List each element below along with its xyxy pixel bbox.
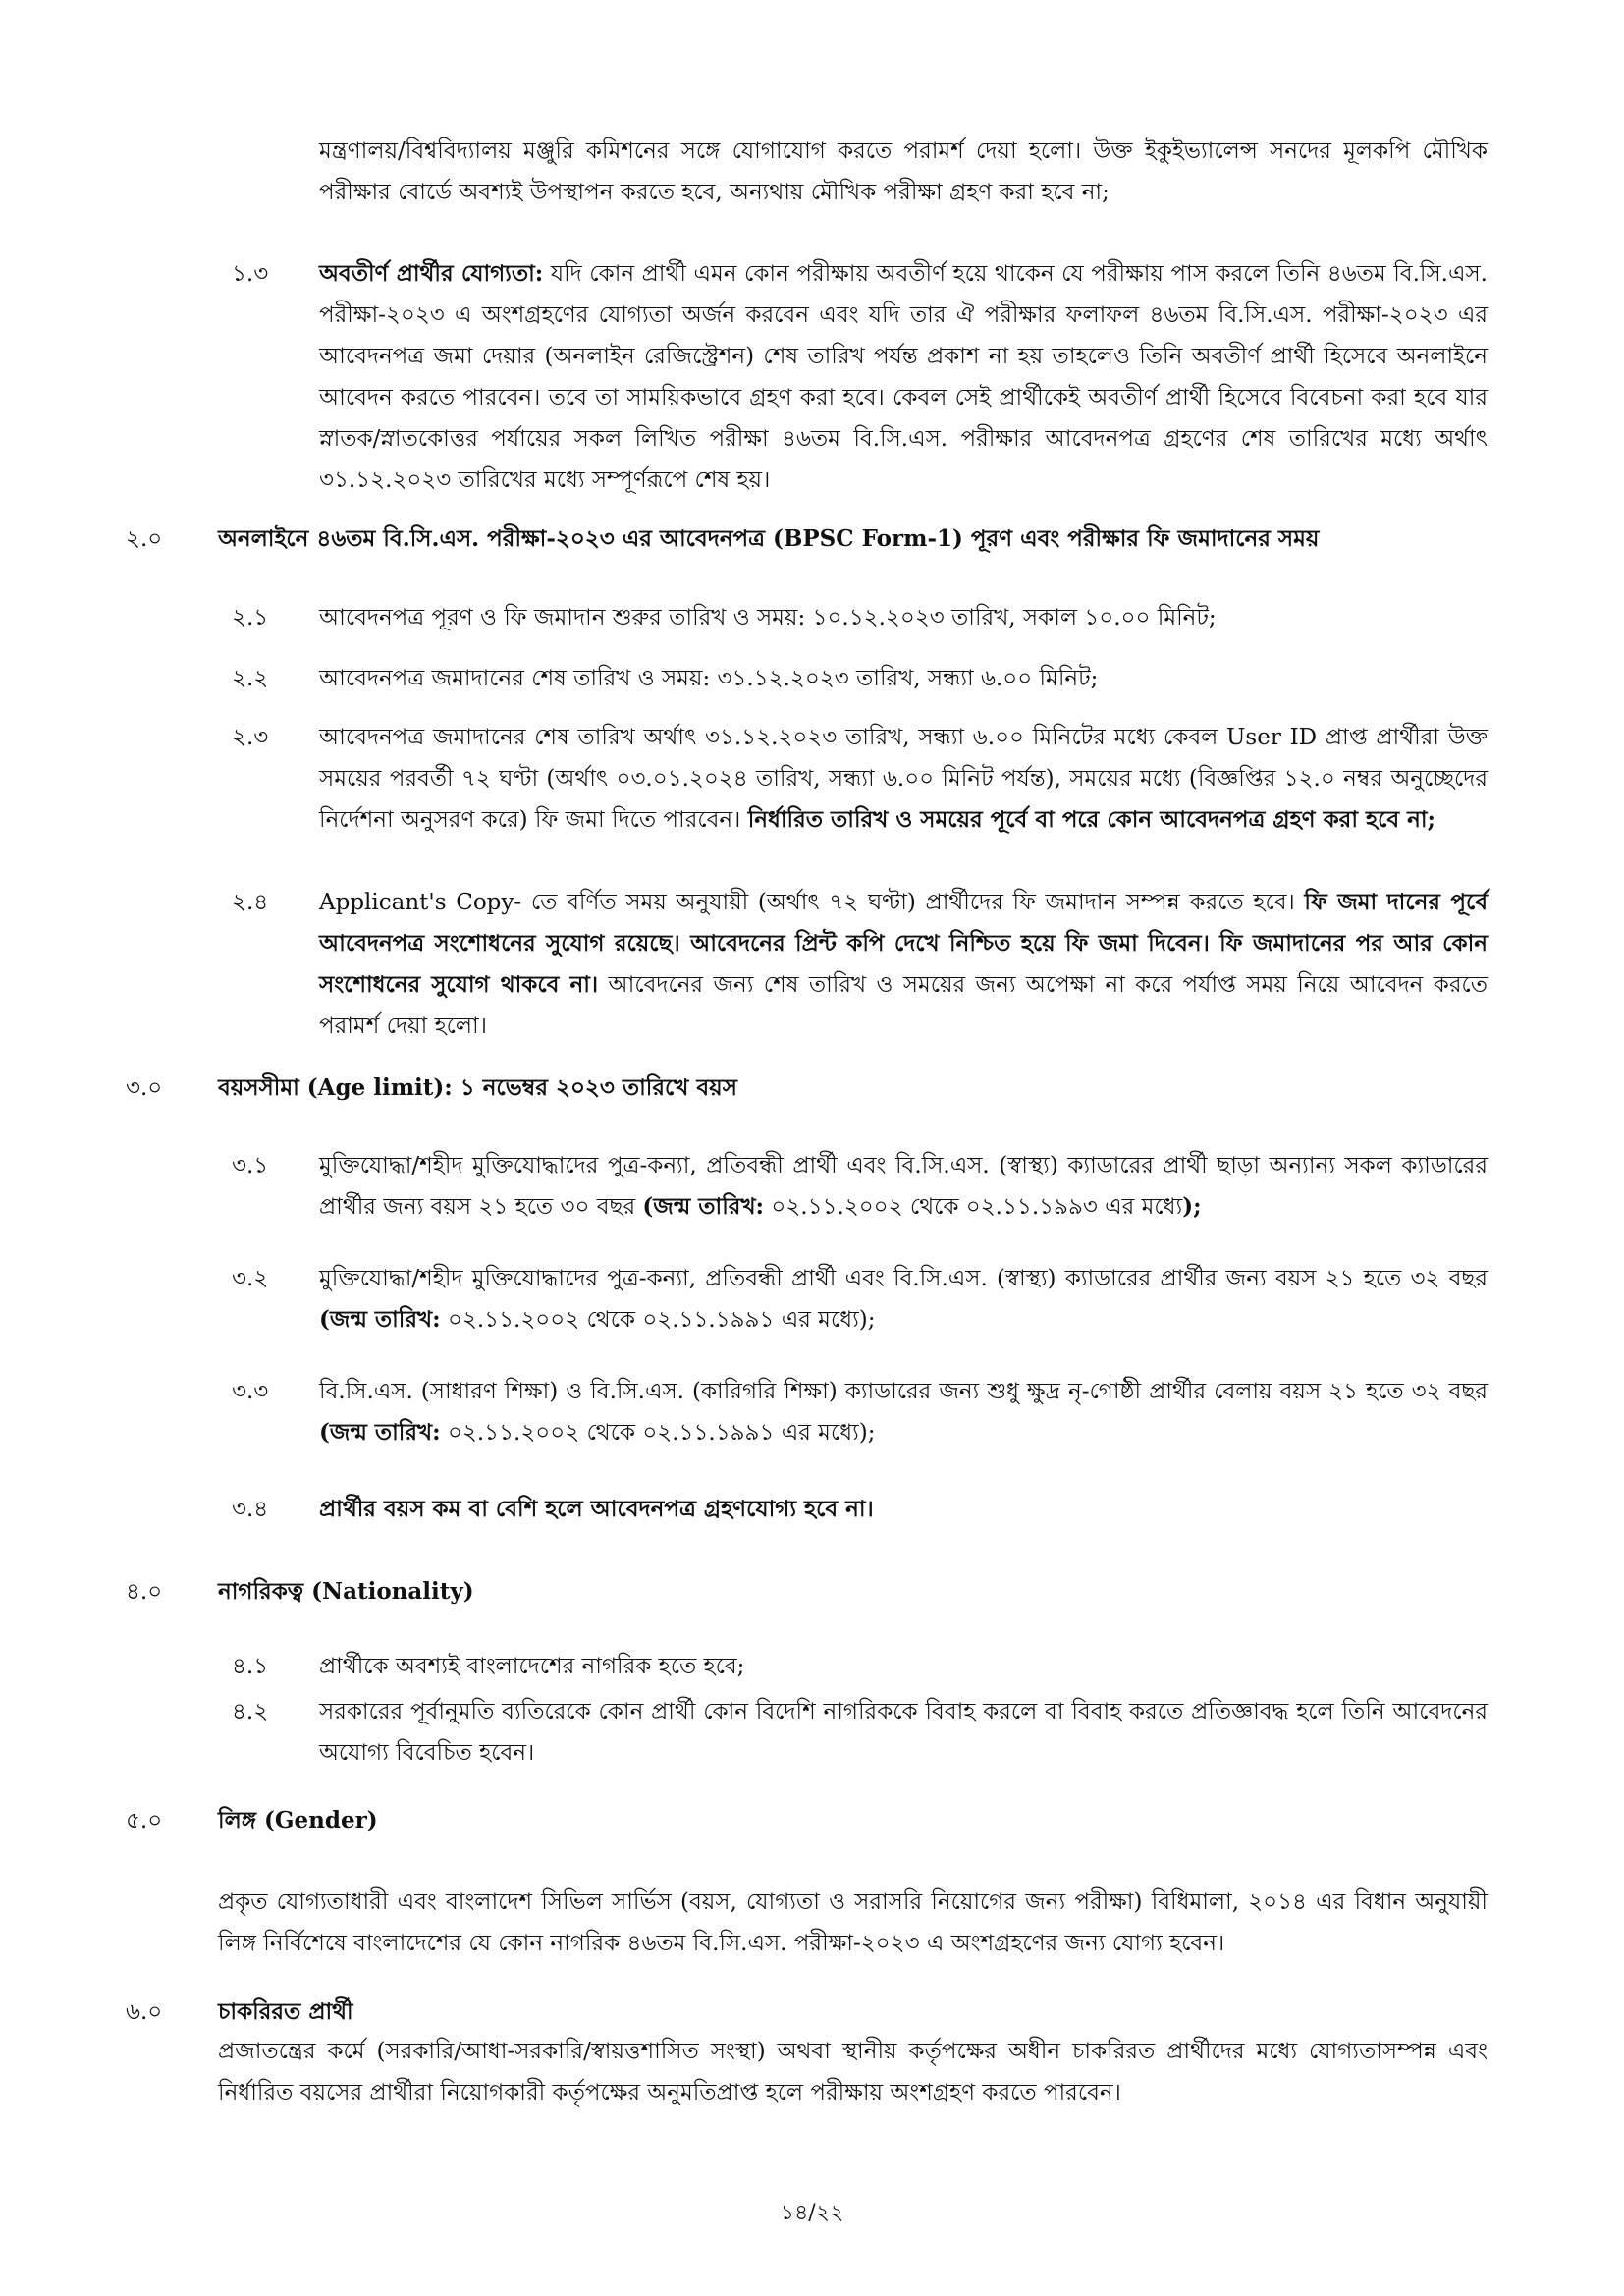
section-5-text: প্রকৃত যোগ্যতাধারী এবং বাংলাদেশ সিভিল সার্ভিস (বয়স, যোগ্যতা ও সরাসরি নিয়োগের জন্য পরীক্ষা) বিধিমালা, ২০১৪ এর বিধান অনুযায়ী লিঙ্গ নির্বিশেষে বাংলাদেশের যে কোন নাগরিক ৪৬তম বি.সি.এস. পরীক্ষা-২০২৩ এ অংশগ্রহণের জন্য যোগ্য হবেন। [218, 1889, 1488, 1956]
item-2-4-body-b: আবেদনের জন্য শেষ তারিখ ও সময়ের জন্য অপেক্ষা না করে পর্যাপ্ত সময় নিয়ে আবেদন করতে পরামর্শ দেয়া হলো। [319, 972, 1489, 1039]
item-number-3-2: ৩.২ [232, 1266, 269, 1291]
section-6-heading: চাকরিরত প্রার্থী [218, 1998, 353, 2025]
item-2-3-bold: নির্ধারিত তারিখ ও সময়ের পূর্বে বা পরে কোন আবেদনপত্র গ্রহণ করা হবে না; [747, 806, 1436, 833]
item-1-3-label: অবতীর্ণ প্রার্থীর যোগ্যতা: [319, 260, 544, 287]
item-number-3-1: ৩.১ [232, 1153, 269, 1178]
item-3-2-dob-label: (জন্ম তারিখ: [319, 1306, 441, 1333]
item-2-1-text: আবেদনপত্র পূরণ ও ফি জমাদান শুরুর তারিখ ও সময়: ১০.১২.২০২৩ তারিখ, সকাল ১০.০০ মিনিট; [319, 605, 1217, 630]
item-number-3-4: ৩.৪ [232, 1497, 269, 1522]
page-number: ১৪/২২ [780, 2201, 844, 2225]
item-3-3-dob-label: (জন্ম তারিখ: [319, 1419, 441, 1446]
continuation-paragraph: মন্ত্রণালয়/বিশ্ববিদ্যালয় মঞ্জুরি কমিশনের সঙ্গে যোগাযোগ করতে পরামর্শ দেয়া হলো। উক্ত ইকুইভ্যালেন্স সনদের মূলকপি মৌখিক পরীক্ষার বোর্ডে অবশ্যই উপস্থাপন করতে হবে, অন্যথায় মৌখিক পরীক্ষা গ্রহণ করা হবে না; [319, 138, 1488, 205]
item-number-1-3: ১.৩ [232, 261, 269, 287]
item-number-2-4: ২.৪ [232, 890, 269, 915]
item-number-4-2: ৪.২ [232, 1699, 269, 1724]
item-3-3-body: বি.সি.এস. (সাধারণ শিক্ষা) ও বি.সি.এস. (কারিগরি শিক্ষা) ক্যাডারের জন্য শুধু ক্ষুদ্র নৃ-গোষ্ঠী প্রার্থীর বেলায় বয়স ২১ হতে ৩২ বছর [319, 1379, 1488, 1404]
item-3-3-dob-value: ০২.১১.২০০২ থেকে ০২.১১.১৯৯১ এর মধ্যে); [447, 1420, 876, 1446]
item-2-2-text: আবেদনপত্র জমাদানের শেষ তারিখ ও সময়: ৩১.১২.২০২৩ তারিখ, সন্ধ্যা ৬.০০ মিনিট; [319, 666, 1099, 691]
item-3-4-text: প্রার্থীর বয়স কম বা বেশি হলে আবেদনপত্র গ্রহণযোগ্য হবে না। [319, 1496, 874, 1522]
item-2-3-body: আবেদনপত্র জমাদানের শেষ তারিখ অর্থাৎ ৩১.১২.২০২৩ তারিখ, সন্ধ্যা ৬.০০ মিনিটের মধ্যে কেবল User ID প্রাপ্ত প্রার্থীরা উক্ত সময়ের পরবর্তী ৭২ ঘণ্টা (অর্থাৎ ০৩.০১.২০২৪ তারিখ, সন্ধ্যা ৬.০০ মিনিট পর্যন্ত), সময়ের মধ্যে (বিজ্ঞপ্তির ১২.০ নম্বর অনুচ্ছেদের নির্দেশনা অনুসরণ করে) ফি জমা দিতে পারবেন। [319, 725, 1488, 833]
item-3-1-text [319, 1145, 1488, 1228]
item-3-2-text [319, 1258, 1488, 1340]
item-2-3-text [319, 717, 1488, 841]
section-5-heading: লিঙ্গ (Gender) [218, 1807, 378, 1833]
item-2-4-body-a: Applicant's Copy- তে বর্ণিত সময় অনুযায়ী (অর্থাৎ ৭২ ঘণ্টা) প্রার্থীদের ফি জমাদান সম্পন্ন করতে হবে। [319, 890, 1295, 915]
item-1-3-body: যদি কোন প্রার্থী এমন কোন পরীক্ষায় অবতীর্ণ হয়ে থাকেন যে পরীক্ষায় পাস করলে তিনি ৪৬তম বি.সি.এস. পরীক্ষা-২০২৩ এ অংশগ্রহণের যোগ্যতা অর্জন করবেন এবং যদি তার ঐ পরীক্ষার ফলাফল ৪৬তম বি.সি.এস. পরীক্ষা-২০২৩ এর আবেদনপত্র জমা দেয়ার (অনলাইন রেজিস্ট্রেশন) শেষ তারিখ পর্যন্ত প্রকাশ না হয় তাহলেও তিনি অবতীর্ণ প্রার্থী হিসেবে অনলাইনে আবেদন করতে পারবেন। তবে তা সাময়িকভাবে গ্রহণ করা হবে। কেবল সেই প্রার্থীকেই অবতীর্ণ প্রার্থী হিসেবে বিবেচনা করা হবে যার স্নাতক/স্নাতকোত্তর পর্যায়ের সকল লিখিত পরীক্ষা ৪৬তম বি.সি.এস. পরীক্ষার আবেদনপত্র গ্রহণের শেষ তারিখের মধ্যে অর্থাৎ ৩১.১২.২০২৩ তারিখের মধ্যে সম্পূর্ণরূপে শেষ হয়। [319, 261, 1488, 493]
item-3-2-body: মুক্তিযোদ্ধা/শহীদ মুক্তিযোদ্ধাদের পুত্র-কন্যা, প্রতিবন্ধী প্রার্থী এবং বি.সি.এস. (স্বাস্থ্য) ক্যাডারের প্রার্থীর জন্য বয়স ২১ হতে ৩২ বছর [319, 1266, 1488, 1291]
section-2-heading: অনলাইনে ৪৬তম বি.সি.এস. পরীক্ষা-২০২৩ এর আবেদনপত্র (BPSC Form-1) পূরণ এবং পরীক্ষার ফি জমাদানের সময় [218, 525, 1320, 552]
item-number-2-3: ২.৩ [232, 725, 269, 750]
item-number-4-1: ৪.১ [232, 1654, 269, 1679]
item-4-1-text: প্রার্থীকে অবশ্যই বাংলাদেশের নাগরিক হতে হবে; [319, 1654, 745, 1679]
item-2-4-bold: ফি জমা দানের পূর্বে আবেদনপত্র সংশোধনের সুযোগ রয়েছে। আবেদনের প্রিন্ট কপি দেখে নিশ্চিত হয়ে ফি জমা দিবেন। ফি জমাদানের পর আর কোন সংশোধনের সুযোগ থাকবে না। [319, 889, 1488, 998]
item-number-2-1: ২.১ [232, 605, 269, 630]
item-3-1-dob-label: (জন্ম তারিখ: [642, 1193, 765, 1220]
section-number-2: ২.০ [126, 526, 163, 552]
item-number-2-2: ২.২ [232, 666, 269, 691]
item-4-2-text: সরকারের পূর্বানুমতি ব্যতিরেকে কোন প্রার্থী কোন বিদেশি নাগরিককে বিবাহ করলে বা বিবাহ করতে প্রতিজ্ঞাবদ্ধ হলে তিনি আবেদনের অযোগ্য বিবেচিত হবেন। [319, 1699, 1488, 1766]
item-3-1-end: ); [1182, 1193, 1202, 1220]
item-3-2-dob-value: ০২.১১.২০০২ থেকে ০২.১১.১৯৯১ এর মধ্যে); [447, 1307, 876, 1333]
section-number-5: ৫.০ [126, 1808, 163, 1833]
item-1-3-text [319, 253, 1488, 501]
item-3-3-text [319, 1371, 1488, 1453]
item-3-1-dob-value: ০২.১১.২০০২ থেকে ০২.১১.১৯৯৩ এর মধ্যে [771, 1194, 1183, 1220]
item-number-3-3: ৩.৩ [232, 1379, 269, 1404]
section-3-heading: বয়সসীমা (Age limit): ১ নভেম্বর ২০২৩ তারিখে বয়স [218, 1074, 737, 1101]
section-6-text: প্রজাতন্ত্রের কর্মে (সরকারি/আধা-সরকারি/স্বায়ত্তশাসিত সংস্থা) অথবা স্থানীয় কর্তৃপক্ষের অধীন চাকরিরত প্রার্থীদের মধ্যে যোগ্যতাসম্পন্ন এবং নির্ধারিত বয়সের প্রার্থীরা নিয়োগকারী কর্তৃপক্ষের অনুমতিপ্রাপ্ত হলে পরীক্ষায় অংশগ্রহণ করতে পারবেন। [218, 2039, 1488, 2105]
section-number-6: ৬.০ [126, 1999, 163, 2025]
section-4-heading: নাগরিকত্ব (Nationality) [218, 1578, 474, 1605]
item-2-4-text [319, 882, 1488, 1047]
section-number-3: ৩.০ [126, 1075, 163, 1101]
item-3-1-body: মুক্তিযোদ্ধা/শহীদ মুক্তিযোদ্ধাদের পুত্র-কন্যা, প্রতিবন্ধী প্রার্থী এবং বি.সি.এস. (স্বাস্থ্য) ক্যাডারের প্রার্থী ছাড়া অন্যান্য সকল ক্যাডারের প্রার্থীর জন্য বয়স ২১ হতে ৩০ বছর [319, 1153, 1488, 1220]
section-number-4: ৪.০ [126, 1579, 163, 1605]
